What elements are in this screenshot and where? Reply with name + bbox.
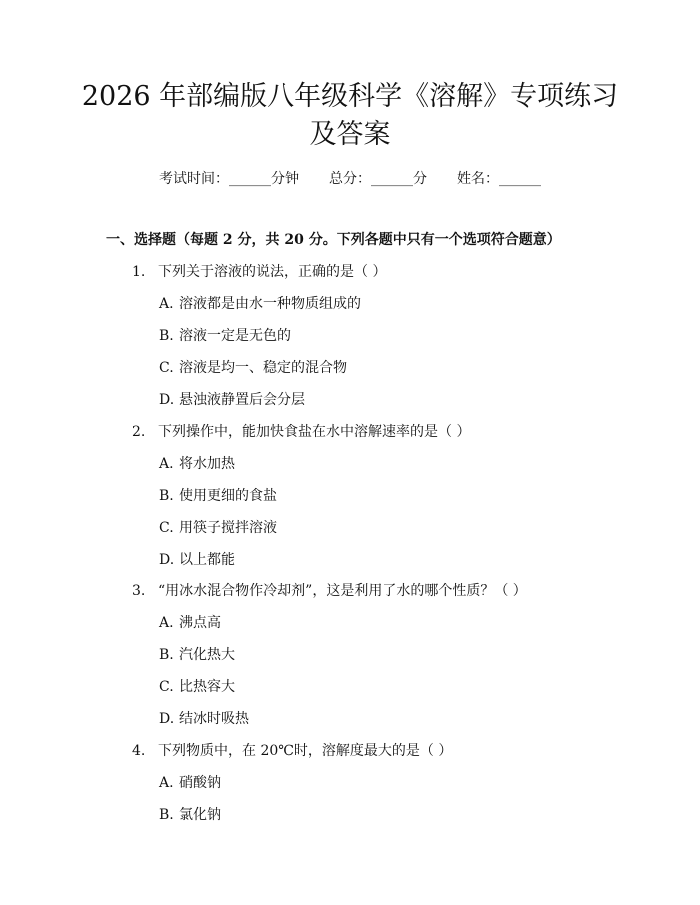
section-heading: 一、选择题（每题 2 分，共 20 分。下列各题中只有一个选项符合题意） (106, 232, 561, 248)
question-number: 1. (132, 264, 146, 280)
score-blank: ______ (371, 171, 413, 187)
exam-info-line (0, 168, 700, 188)
name-blank: ______ (499, 171, 541, 187)
question-text: 下列关于溶液的说法，正确的是（ ） (158, 264, 387, 280)
option-letter: B. (159, 647, 174, 663)
option-text: 硝酸钠 (179, 775, 221, 791)
option-text: 汽化热大 (179, 647, 235, 663)
question-3 (132, 580, 527, 600)
option-text: 沸点高 (179, 615, 221, 631)
option-letter: B. (159, 328, 174, 344)
question-4-option-b (159, 804, 221, 824)
question-2-option-b (159, 485, 277, 505)
option-text: 氯化钠 (179, 807, 221, 823)
option-text: 将水加热 (179, 456, 235, 472)
time-unit: 分钟 (271, 171, 299, 187)
option-letter: A. (159, 456, 174, 472)
name-label: 姓名： (457, 171, 499, 187)
question-2 (132, 421, 470, 441)
option-text: 悬浊液静置后会分层 (179, 392, 305, 408)
time-label: 考试时间： (159, 171, 229, 187)
question-2-option-a (159, 453, 235, 473)
option-letter: D. (159, 392, 175, 408)
option-letter: D. (159, 711, 175, 727)
question-1-option-d (159, 389, 305, 409)
question-1-option-c (159, 357, 347, 377)
question-3-option-b (159, 644, 235, 664)
option-letter: A. (159, 615, 174, 631)
option-letter: C. (159, 679, 174, 695)
question-text: “用冰水混合物作冷却剂”，这是利用了水的哪个性质？（ ） (158, 583, 527, 599)
option-text: 溶液是均一、稳定的混合物 (179, 360, 347, 376)
question-4-option-a (159, 772, 221, 792)
option-text: 用筷子搅拌溶液 (179, 520, 277, 536)
option-letter: C. (159, 520, 174, 536)
option-text: 使用更细的食盐 (179, 488, 277, 504)
question-4 (132, 740, 452, 760)
question-number: 2. (132, 424, 146, 440)
question-2-option-c (159, 517, 277, 537)
document-title (70, 78, 630, 154)
option-letter: A. (159, 296, 174, 312)
question-text: 下列物质中，在 20℃时，溶解度最大的是（ ） (158, 743, 453, 759)
option-text: 结冰时吸热 (179, 711, 249, 727)
question-1-option-b (159, 325, 291, 345)
option-letter: B. (159, 807, 174, 823)
option-letter: B. (159, 488, 174, 504)
question-number: 3. (132, 583, 146, 599)
question-3-option-d (159, 708, 249, 728)
option-text: 溶液都是由水一种物质组成的 (179, 296, 361, 312)
option-letter: D. (159, 552, 175, 568)
question-3-option-a (159, 612, 221, 632)
question-3-option-c (159, 676, 235, 696)
time-blank: ______ (229, 171, 271, 187)
option-text: 溶液一定是无色的 (179, 328, 291, 344)
title-line-2: 及答案 (309, 119, 391, 150)
question-1-option-a (159, 293, 361, 313)
question-1 (132, 261, 386, 281)
question-text: 下列操作中，能加快食盐在水中溶解速率的是（ ） (158, 424, 471, 440)
title-line-1: 2026 年部编版八年级科学《溶解》专项练习 (81, 81, 619, 112)
option-letter: A. (159, 775, 174, 791)
score-unit: 分 (413, 171, 427, 187)
option-text: 比热容大 (179, 679, 235, 695)
option-letter: C. (159, 360, 174, 376)
question-2-option-d (159, 549, 235, 569)
score-label: 总分： (329, 171, 371, 187)
question-number: 4. (132, 743, 146, 759)
option-text: 以上都能 (179, 552, 235, 568)
